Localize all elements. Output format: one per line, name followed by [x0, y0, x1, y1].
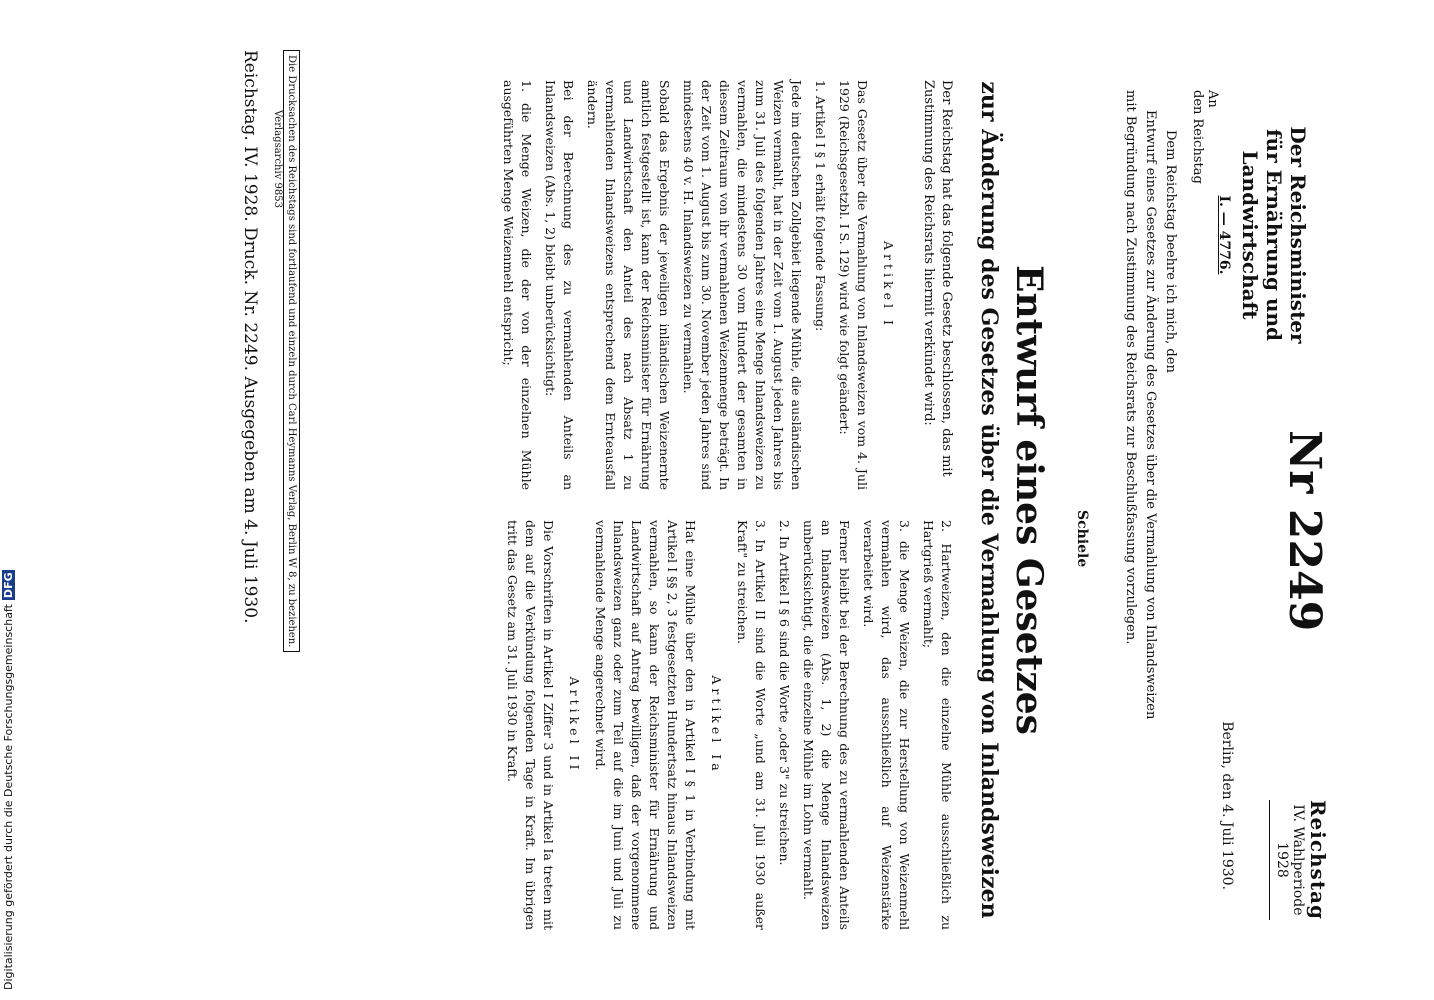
paragraph: Die Vorschriften in Artikel I Ziffer 3 und in Artikel Ia treten mit dem auf die Verkündung folgenden Tage in Kraft. Im übrigen tritt das Gesetz am 31. Juli 1930 in Kraft.: [505, 520, 556, 930]
dfg-logo: DFG: [2, 572, 15, 599]
law-title: [976, 50, 1050, 950]
paragraph: Das Gesetz über die Vermahlung von Inlandsweizen vom 4. Juli 1929 (Reichsgesetzbl. I S. 129) wird wie folgt geändert:: [837, 80, 870, 490]
paragraph: 3. In Artikel II sind die Worte „und am 31. Juli 1930 außer Kraft" zu streichen.: [735, 520, 768, 930]
dfg-credit: [2, 570, 15, 990]
title-main: Entwurf eines Gesetzes: [1008, 265, 1050, 735]
paragraph: 2. Hartweizen, den die einzelne Mühle ausschließlich zu Hartgrieß vermahlt;: [921, 520, 954, 930]
document-number: Nr 2249: [1279, 430, 1330, 632]
reference-number: I. — 4776.: [1216, 195, 1232, 275]
wahlperiode-year: 1928: [1274, 842, 1290, 878]
reichstag-header: [1269, 800, 1330, 920]
address-line2: den Reichstag: [1190, 90, 1205, 184]
letter-line3: mit Begründung nach Zustimmung des Reichsrats zur Beschlußfassung vorzulegen.: [1123, 90, 1138, 645]
reichstag-title: Reichstag: [1306, 799, 1330, 920]
credit-text: Digitalisierung gefördert durch die Deutsche Forschungsgemeinschaft: [2, 604, 15, 990]
paragraph: Bei der Berechnung des zu vermahlenden Anteils an Inlandsweizen (Abs. 1, 2) bleibt unberücksichtigt:: [543, 80, 576, 490]
left-column: [493, 80, 905, 490]
letter-line1: Dem Reichstag beehre ich mich, den: [1163, 130, 1178, 373]
paragraph: 3. die Menge Weizen, die zur Herstellung von Weizenmehl vermahlen wird, das ausschließlich auf Weizenstärke verarbeitet wird.: [861, 520, 912, 930]
print-note: [272, 50, 300, 950]
header-rule: [1269, 800, 1270, 920]
right-column: [497, 520, 955, 930]
paragraph: Hat eine Mühle über den in Artikel I § 1 in Verbindung mit Artikel I §§ 2, 3 festgesetzten Hundertsatz hinaus Inlandsweizen vermahlen, so kann der Reichsminister für Ernährung und Landwirtschaft auf Antrag bewilligen, daß der vorgenommene Inlandsweizen ganz oder zum Teil auf die im Juni und Juli zu vermahlende Menge angerechnet wird.: [593, 520, 698, 930]
wahlperiode: IV. Wahlperiode: [1290, 804, 1306, 916]
paragraph: 1. die Menge Weizen, die der von der einzelnen Mühle ausgeführten Menge Weizenmehl entspricht;: [501, 80, 534, 490]
dateline: Berlin, den 4. Juli 1930.: [1219, 721, 1235, 890]
paragraph: Jede im deutschen Zollgebiet liegende Mühle, die ausländischen Weizen vermahlt, hat in der Zeit vom 1. August jeden Jahres bis zum 31. Juli des folgenden Jahres eine Menge Inlandsweizen zu vermahlen, die mindestens 30 vom Hundert der gesamten in diesem Zeitraum von ihr vermahlenen Weizenmenge beträgt. In der Zeit vom 1. August bis zum 30. November jeden Jahres sind mindestens 40 v. H. Inlandsweizen zu vermahlen.: [681, 80, 804, 490]
letter-line2: Entwurf eines Gesetzes zur Änderung des Gesetzes über die Vermahlung von Inlandsweizen: [1143, 110, 1158, 720]
minister-line2: für Ernährung und Landwirtschaft: [1238, 128, 1286, 342]
address: [1190, 90, 1220, 184]
paragraph: 1. Artikel I § 1 erhält folgende Fassung:: [813, 80, 828, 332]
footer-line: Reichstag. IV. 1928. Druck. Nr. 2249. Ausgegeben am 4. Juli 1930.: [240, 50, 260, 624]
title-sub: zur Änderung des Gesetzes über die Vermahlung von Inlandsweizen: [976, 81, 1002, 919]
paragraph: 2. In Artikel I § 6 sind die Worte „oder 3" zu streichen.: [777, 520, 792, 866]
paragraph: Sobald das Ergebnis der jeweiligen inländischen Weizenernte amtlich festgestellt ist, kann der Reichsminister für Ernährung und Landwirtschaft den Anteil des nach Absatz 1 zu vermahlenden Inlandsweizens entsprechend dem Ernteausfall ändern.: [585, 80, 672, 490]
article-1a-heading: Artikel Ia: [709, 675, 724, 775]
verlag-archive: Verlagsarchiv 9853: [272, 110, 283, 208]
intro-text: Der Reichstag hat das folgende Gesetz beschlossen, das mit Zustimmung des Reichsrats hiermit verkündet wird:: [921, 80, 954, 477]
cover-letter: [1120, 90, 1180, 890]
article-1-heading: Artikel I: [881, 241, 896, 329]
minister-block: [1216, 70, 1310, 400]
paragraph: Ferner bleibt bei der Berechnung des zu vermahlenden Anteils an Inlandsweizen (Abs. 1, 2) die Menge Inlandsweizen unberücksichtigt, die die einzelne Mühle im Lohn vermahlt.: [801, 520, 852, 930]
rotated-sheet: [150, 50, 1340, 950]
signature: Schiele: [1074, 510, 1090, 568]
minister-line1: Der Reichsminister: [1286, 126, 1310, 344]
article-2-heading: Artikel II: [567, 676, 582, 774]
distribution-note: Die Drucksachen des Reichstags sind fortlaufend und einzeln durch Carl Heymanns Verlag, Berlin W 8, zu beziehen.: [283, 50, 300, 652]
address-line1: An: [1205, 90, 1220, 108]
